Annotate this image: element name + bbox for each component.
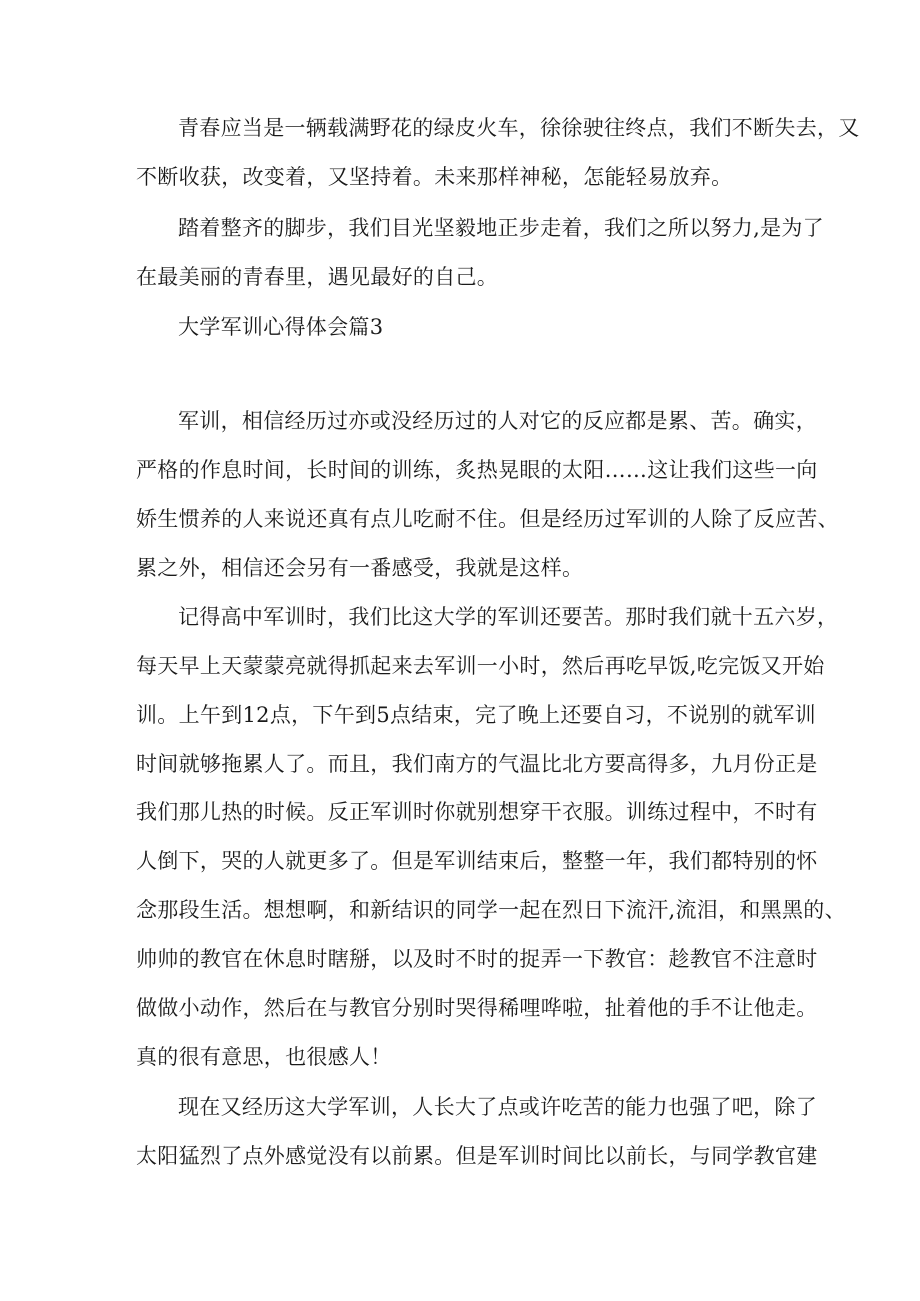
paragraph-2-line-1: 踏着整齐的脚步，我们目光坚毅地正步走着，我们之所以努力,是为了 <box>178 216 824 240</box>
paragraph-3-line-4: 累之外，相信还会另有一番感受，我就是这样。 <box>136 556 584 580</box>
paragraph-1-line-2: 不断收获，改变着，又坚持着。未来那样神秘，怎能轻易放弃。 <box>136 165 733 189</box>
paragraph-3-line-2: 严格的作息时间，长时间的训练，炙热晃眼的太阳……这让我们这些一向 <box>136 458 818 482</box>
paragraph-4-line-3: 训。上午到12点，下午到5点结束，完了晚上还要自习，不说别的就军训 <box>136 703 816 727</box>
paragraph-4-line-9: 做做小动作，然后在与教官分别时哭得稀哩哗啦，扯着他的手不让他走。 <box>136 996 818 1020</box>
paragraph-4-line-10: 真的很有意思，也很感人！ <box>136 1045 392 1069</box>
paragraph-4-line-6: 人倒下，哭的人就更多了。但是军训结束后，整整一年，我们都特别的怀 <box>136 849 818 873</box>
paragraph-4-line-2: 每天早上天蒙蒙亮就得抓起来去军训一小时，然后再吃早饭,吃完饭又开始 <box>136 654 825 678</box>
paragraph-5-line-1: 现在又经历这大学军训，人长大了点或许吃苦的能力也强了吧，除了 <box>178 1095 817 1119</box>
paragraph-4-line-8: 帅帅的教官在休息时瞎掰，以及时不时的捉弄一下教官：趁教官不注意时 <box>136 947 818 971</box>
paragraph-3-line-3: 娇生惯养的人来说还真有点儿吃耐不住。但是经历过军训的人除了反应苦、 <box>136 507 839 531</box>
paragraph-4-line-4: 时间就够拖累人了。而且，我们南方的气温比北方要高得多，九月份正是 <box>136 752 818 776</box>
paragraph-3-line-1: 军训，相信经历过亦或没经历过的人对它的反应都是累、苦。确实， <box>178 409 817 433</box>
paragraph-4-line-7: 念那段生活。想想啊，和新结识的同学一起在烈日下流汗,流泪，和黑黑的、 <box>136 898 846 922</box>
paragraph-4-line-1: 记得高中军训时，我们比这大学的军训还要苦。那时我们就十五六岁， <box>178 605 839 629</box>
paragraph-5-line-2: 太阳猛烈了点外感觉没有以前累。但是军训时间比以前长，与同学教官建 <box>136 1144 818 1168</box>
paragraph-2-line-2: 在最美丽的青春里，遇见最好的自己。 <box>136 265 499 289</box>
section-heading: 大学军训心得体会篇3 <box>178 315 384 339</box>
paragraph-1-line-1: 青春应当是一辆载满野花的绿皮火车，徐徐驶往终点，我们不断失去，又 <box>178 116 860 140</box>
paragraph-4-line-5: 我们那儿热的时候。反正军训时你就别想穿干衣服。训练过程中，不时有 <box>136 800 818 824</box>
